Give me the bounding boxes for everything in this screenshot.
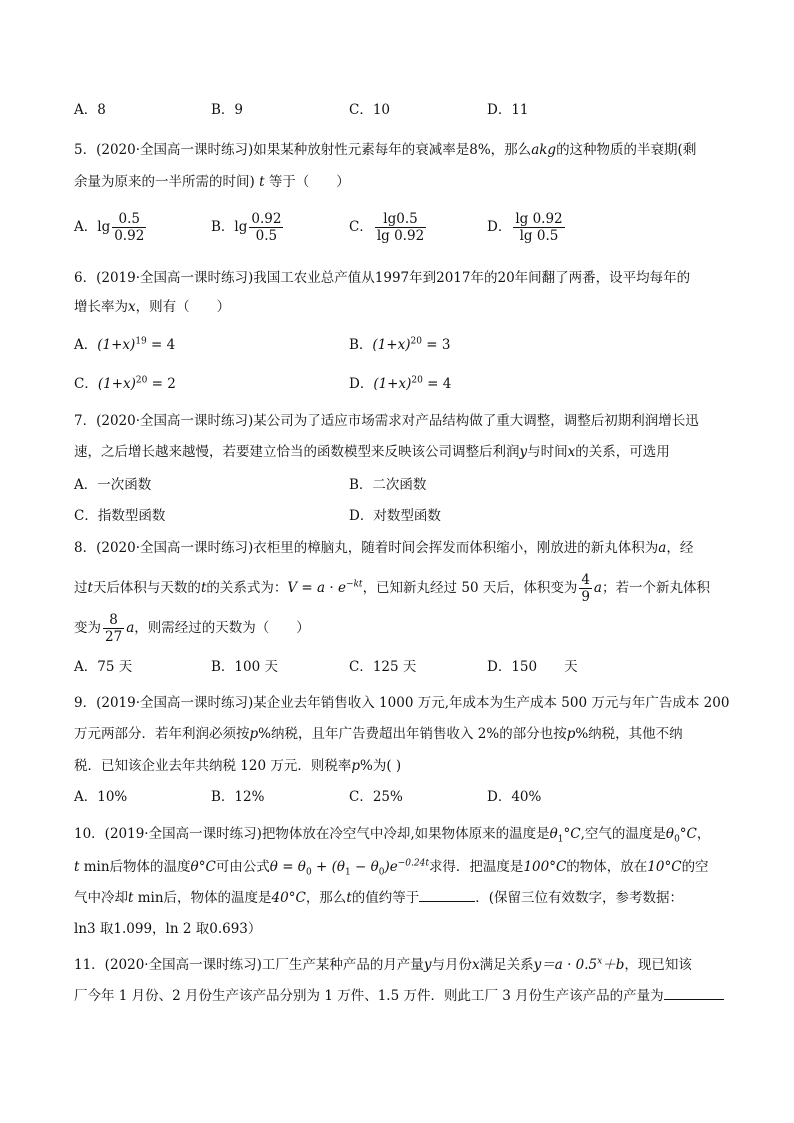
q10-subscript: 0 xyxy=(378,867,385,878)
q8-formula-exponent: −kt xyxy=(345,579,363,590)
q4-option-b: B．9 xyxy=(211,102,244,118)
q5-mass: akg xyxy=(531,142,557,158)
denominator: 9 xyxy=(581,589,590,605)
q8-text: 过 xyxy=(74,580,88,596)
q6-exponent: 19 xyxy=(135,336,147,347)
q10-temp: 10°C xyxy=(647,859,682,875)
numerator: lg 0.92 xyxy=(515,211,563,227)
q9-text: %纳税，其他不纳 xyxy=(575,726,683,742)
q5-var-t: t xyxy=(259,174,265,190)
q6-base: (1+x) xyxy=(372,337,411,353)
q8-text: ，则需经过的天数为（ ） xyxy=(134,620,310,636)
q6-exponent: 20 xyxy=(410,336,422,347)
q10-formula-exponent: −0.24t xyxy=(397,858,429,869)
q11-text: ，现已知该 xyxy=(624,957,692,973)
fraction xyxy=(103,612,124,645)
q10-text: ．(保留三位有效数字，参考数据： xyxy=(475,890,684,906)
q7-option-d: D．对数型函数 xyxy=(349,508,441,524)
q9-option-d: D．40% xyxy=(487,789,542,805)
fraction xyxy=(579,572,592,605)
q9-text: 税．已知该企业去年共纳税 120 万元．则税率 xyxy=(74,758,352,774)
q11-var-x: x xyxy=(472,957,480,973)
q6-line-1: 6．(2019·全国高一课时练习)我国工农业总产值从1997年到2017年的20年间翻了两番，设平均每年的 xyxy=(74,270,691,286)
q10-subscript: 0 xyxy=(674,834,680,845)
q7-text: 与时间 xyxy=(527,444,568,460)
denominator: 0.92 xyxy=(114,228,145,244)
q10-theta1: θ xyxy=(549,826,558,842)
numerator: 8 xyxy=(109,612,118,628)
q11-formula-exponent: x xyxy=(597,956,603,967)
q6-rhs: = 2 xyxy=(147,376,176,392)
q6-option-label: D． xyxy=(349,376,374,392)
q5-option-c xyxy=(349,211,428,244)
q9-text: %纳税，且年广告费超出年销售收入 2%的部分也按 xyxy=(258,726,567,742)
q9-option-c: C．25% xyxy=(349,789,403,805)
q10-unit: °C xyxy=(679,826,697,842)
fraction xyxy=(112,211,146,244)
q11-text: 满足关系 xyxy=(479,957,534,973)
q10-subscript: 1 xyxy=(557,834,564,845)
q10-text: 后物体的温度 xyxy=(109,859,191,875)
q10-temp: 100°C xyxy=(523,859,567,875)
q8-var-a: a xyxy=(593,580,602,596)
q10-formula: )e xyxy=(384,859,398,875)
q5-line-1 xyxy=(74,139,696,161)
q7-line-1: 7．(2020·全国高一课时练习)某公司为了适应市场需求对产品结构做了重大调整，调整后初期利润增长迅 xyxy=(74,413,699,429)
denominator: 0.5 xyxy=(249,227,283,244)
q6-option-b xyxy=(349,334,450,356)
q10-line-4: ln3 取1.099，ln 2 取0.693） xyxy=(74,921,262,937)
q10-text: 的物体，放在 xyxy=(566,859,648,875)
q10-subscript: 1 xyxy=(344,867,351,878)
denominator: lg 0.5 xyxy=(513,227,564,244)
q5-option-label: C． xyxy=(349,219,373,235)
numerator: 4 xyxy=(581,572,590,588)
q6-base: (1+x) xyxy=(97,376,136,392)
q5-option-label: B．lg xyxy=(211,219,248,235)
q7-line-2 xyxy=(74,441,670,463)
q4-option-a: A．8 xyxy=(74,102,106,118)
q4-option-d: D．11 xyxy=(487,102,529,118)
q11-text: 与月份 xyxy=(431,957,472,973)
q9-line-2 xyxy=(74,723,683,745)
numerator: 0.92 xyxy=(251,211,282,227)
q10-text: 气中冷却 xyxy=(74,890,128,906)
q5-option-b xyxy=(211,211,285,244)
q11-line-1 xyxy=(74,954,692,976)
q5-option-d xyxy=(487,211,567,244)
q8-text: 变为 xyxy=(74,620,101,636)
q10-theta0: θ xyxy=(665,826,675,842)
q10-text: 求得．把温度是 xyxy=(428,859,524,875)
q10-temp: 40°C xyxy=(271,890,306,906)
q6-rhs: = 4 xyxy=(146,337,176,353)
q8-line-3 xyxy=(74,612,310,645)
q9-text: 万元两部分．若年利润必须按 xyxy=(74,726,250,742)
fraction xyxy=(249,211,283,244)
q10-text: 的值约等于 xyxy=(351,890,420,906)
q6-exponent: 20 xyxy=(411,375,423,386)
q8-option-a: A．75 天 xyxy=(74,659,133,675)
q10-text: 10．(2019·全国高一课时练习)把物体放在冷空气中冷却,如果物体原来的温度是 xyxy=(74,826,550,842)
q8-text: 8．(2020·全国高一课时练习)衣柜里的樟脑丸，随着时间会挥发而体积缩小，刚放进的新丸体积为 xyxy=(74,540,659,556)
q6-option-d xyxy=(349,373,451,395)
q8-var-a: a xyxy=(658,540,667,556)
q8-text: ，已知新丸经过 50 天后，体积变为 xyxy=(362,580,578,596)
q10-unit: °C xyxy=(198,859,216,875)
q9-text: %为( ) xyxy=(360,758,402,774)
q6-option-label: A． xyxy=(74,337,98,353)
q10-formula: − θ xyxy=(350,859,379,875)
q10-text: 后，物体的温度是 xyxy=(163,890,272,906)
q8-text: ；若一个新丸体积 xyxy=(601,580,710,596)
q10-text: ，那么 xyxy=(305,890,347,906)
q6-var-x: x xyxy=(128,299,136,315)
q9-var-p: p xyxy=(249,726,259,742)
q11-formula: ＋b xyxy=(602,957,625,973)
q10-line-1 xyxy=(74,823,710,845)
q10-text: ,空气的温度是 xyxy=(580,826,666,842)
q8-text: ，经 xyxy=(666,540,694,556)
q6-base: (1+x) xyxy=(373,376,412,392)
q8-formula: V = a · e xyxy=(287,580,346,596)
q6-option-c xyxy=(74,373,176,395)
q5-text: 5．(2020·全国高一课时练习)如果某种放射性元素每年的衰减率是8%，那么 xyxy=(74,142,532,158)
q8-line-2 xyxy=(74,572,710,605)
numerator: 0.5 xyxy=(118,211,140,227)
q6-text: 增长率为 xyxy=(74,299,128,315)
q6-option-a xyxy=(74,334,175,356)
q8-var-a: a xyxy=(126,620,135,636)
q11-formula: y＝a · 0.5 xyxy=(533,957,598,973)
q6-exponent: 20 xyxy=(135,375,148,386)
q6-option-label: C． xyxy=(74,376,98,392)
q10-unit: °C xyxy=(563,826,581,842)
q10-subscript: 0 xyxy=(305,867,312,878)
q8-var-t: t xyxy=(87,580,93,596)
q5-text: 等于（ ） xyxy=(268,174,350,190)
q9-var-p: p xyxy=(566,726,576,742)
q7-option-b: B．二次函数 xyxy=(349,477,427,493)
q8-option-c: C．125 天 xyxy=(349,659,417,675)
q5-text: 余量为原来的一半所需的时间) xyxy=(74,174,255,190)
q7-text: 的关系，可选用 xyxy=(575,444,670,460)
q10-text: 的空 xyxy=(681,859,709,875)
q9-var-p: p xyxy=(351,758,361,774)
q5-option-label: A．lg xyxy=(74,219,111,235)
fraction xyxy=(375,211,426,244)
q10-unit: min xyxy=(79,859,110,875)
q10-var-t: t xyxy=(74,859,80,875)
q11-text: 11．(2020·全国高一课时练习)工厂生产某种产品的月产量 xyxy=(74,957,424,973)
q10-line-2 xyxy=(74,856,709,878)
q10-var-t: t xyxy=(128,890,134,906)
q10-text: 可由公式 xyxy=(215,859,270,875)
q6-rhs: = 3 xyxy=(421,337,451,353)
q10-line-3 xyxy=(74,887,683,909)
numerator: lg0.5 xyxy=(383,211,418,227)
q11-line-2 xyxy=(74,985,724,1007)
q7-var-y: y xyxy=(519,444,528,460)
q6-rhs: = 4 xyxy=(422,376,452,392)
q10-formula: θ = θ xyxy=(269,859,306,875)
q10-text: ， xyxy=(696,826,711,842)
q10-unit: min xyxy=(133,890,164,906)
q8-var-t: t xyxy=(200,580,207,596)
q8-text: 的关系式为： xyxy=(206,580,288,596)
q9-option-a: A．10% xyxy=(74,789,128,805)
q6-base: (1+x) xyxy=(97,337,136,353)
q5-line-2 xyxy=(74,171,350,193)
q7-var-x: x xyxy=(567,444,576,460)
q6-line-2 xyxy=(74,296,230,318)
q8-option-b: B．100 天 xyxy=(211,659,278,675)
q10-var-t: t xyxy=(346,890,352,906)
q11-var-y: y xyxy=(423,957,432,973)
q5-option-a xyxy=(74,211,148,244)
q5-option-label: D． xyxy=(487,219,512,235)
q8-line-1 xyxy=(74,537,693,559)
q7-option-a: A．一次函数 xyxy=(74,477,152,493)
q9-line-1: 9．(2019·全国高一课时练习)某企业去年销售收入 1000 万元,年成本为生产成本 500 万元与年广告成本 200 xyxy=(74,695,730,711)
q9-option-b: B．12% xyxy=(211,789,265,805)
answer-blank[interactable] xyxy=(664,985,724,1000)
q8-option-d: D．150 天 xyxy=(487,659,578,675)
q7-text: 速，之后增长越来越慢，若要建立恰当的函数模型来反映该公司调整后利润 xyxy=(74,444,520,460)
q7-option-c: C．指数型函数 xyxy=(74,508,166,524)
q5-text: 的这种物质的半衰期(剩 xyxy=(556,142,697,158)
q4-option-c: C．10 xyxy=(349,102,391,118)
q10-formula: + (θ xyxy=(311,859,345,875)
q6-text: ，则有（ ） xyxy=(135,299,231,315)
q9-line-3 xyxy=(74,755,401,777)
answer-blank[interactable] xyxy=(419,887,475,902)
fraction xyxy=(513,211,564,244)
denominator: 27 xyxy=(105,629,123,645)
q8-text: 天后体积与天数的 xyxy=(92,580,201,596)
q6-option-label: B． xyxy=(349,337,373,353)
q10-theta: θ xyxy=(190,859,199,875)
q11-text: 厂今年 1 月份、2 月份生产该产品分别为 1 万件、1.5 万件．则此工厂 3 月份生产该产品的产量为 xyxy=(74,988,664,1004)
denominator: lg 0.92 xyxy=(376,228,425,244)
